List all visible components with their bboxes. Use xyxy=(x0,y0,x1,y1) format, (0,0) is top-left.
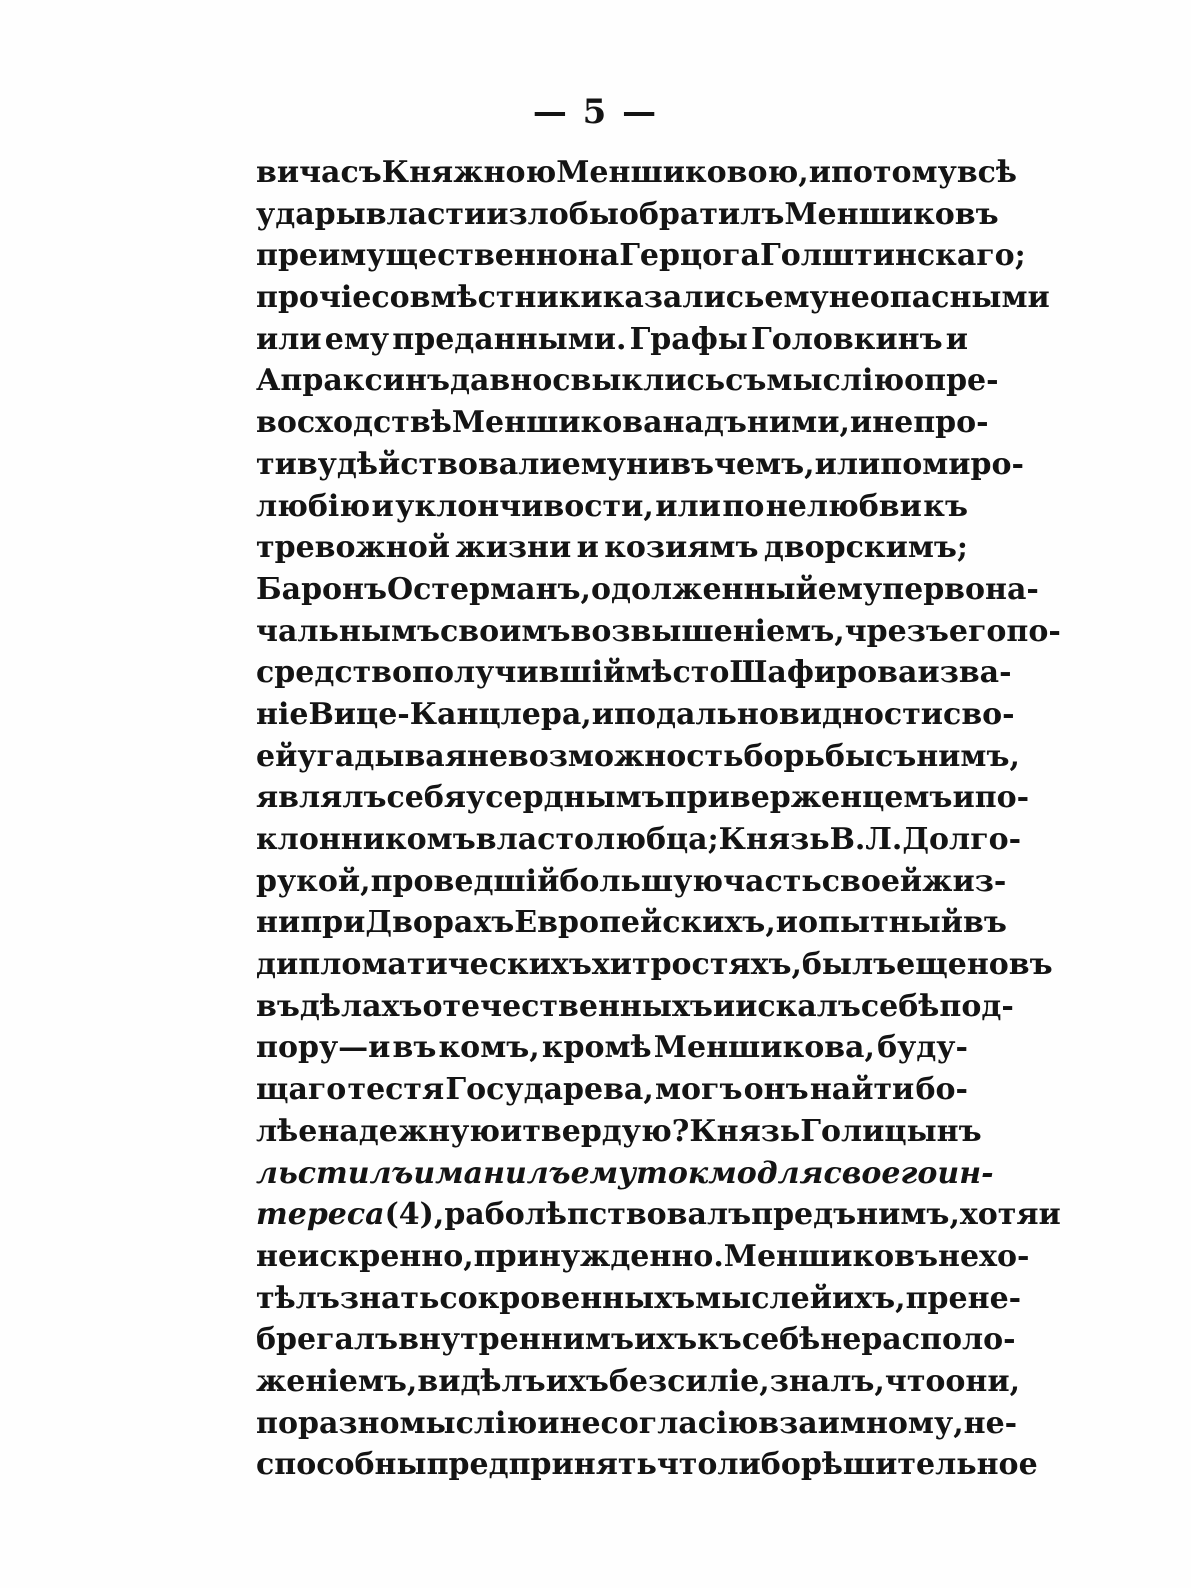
word: по xyxy=(613,696,656,732)
word: лѣе xyxy=(256,1113,318,1149)
word: дворскимъ; xyxy=(763,530,968,566)
word: дальновидности xyxy=(655,696,944,732)
word: предъ xyxy=(751,1197,857,1233)
word: тѣлъ xyxy=(256,1280,340,1316)
word: Долго- xyxy=(902,822,1022,857)
word: преданными. xyxy=(392,321,627,357)
word: въ xyxy=(962,905,1007,941)
word: знать xyxy=(339,1280,440,1316)
word: ему xyxy=(764,280,829,316)
word: и xyxy=(1038,1197,1061,1233)
word: не- xyxy=(963,1405,1018,1441)
word: надъ xyxy=(662,405,747,441)
text-line xyxy=(256,694,1015,736)
word: ему xyxy=(561,446,626,482)
word: восходствѣ xyxy=(256,405,452,441)
word: являлъ xyxy=(256,780,387,816)
word: или xyxy=(814,446,881,482)
word: Апраксинъ xyxy=(256,363,450,399)
word: прене- xyxy=(905,1280,1022,1316)
word: Голицынъ xyxy=(800,1113,982,1149)
text-line xyxy=(256,1403,1018,1445)
word: съ xyxy=(725,363,767,399)
word: чальнымъ xyxy=(256,613,441,649)
word: мѣсто xyxy=(625,655,730,691)
text-line xyxy=(256,277,1050,319)
word: одолженный xyxy=(591,571,818,607)
word: Меншикова xyxy=(451,405,663,441)
word: въ xyxy=(256,988,300,1024)
word: по xyxy=(722,488,765,524)
word: своимъ xyxy=(440,613,571,649)
word: ему xyxy=(817,571,883,607)
word: тревожной xyxy=(256,530,451,566)
text-line xyxy=(256,944,1053,986)
word: свыклись xyxy=(552,363,726,399)
word: средство xyxy=(256,655,413,691)
word: онъ xyxy=(743,1072,809,1108)
word: или xyxy=(256,321,322,357)
text-line xyxy=(256,402,989,444)
text-line xyxy=(256,736,1020,778)
word: своего xyxy=(823,1155,938,1191)
word: искалъ xyxy=(735,988,861,1024)
word: ему xyxy=(570,1155,637,1191)
word: и xyxy=(849,405,873,441)
word: пору—и xyxy=(256,1030,391,1066)
word: взаимному, xyxy=(758,1405,964,1441)
word: отечественныхъ xyxy=(422,988,713,1024)
word: неискренно, xyxy=(256,1238,474,1274)
word: Меншиковъ xyxy=(784,196,999,232)
word: хитростяхъ, xyxy=(591,947,802,983)
page-number: — 5 — xyxy=(532,92,659,132)
word: Европейскихъ, xyxy=(514,905,776,941)
word: Л. xyxy=(865,822,903,857)
word: и xyxy=(500,1113,523,1149)
word: при xyxy=(300,905,366,941)
word: раболѣпствовалъ xyxy=(444,1197,752,1233)
word: жизни xyxy=(455,530,572,566)
word: и xyxy=(952,780,975,816)
word: токмо xyxy=(636,1155,757,1191)
word: Головкинъ xyxy=(750,321,943,357)
word: властолюбца; xyxy=(475,822,719,857)
word: его xyxy=(948,613,1007,649)
word: удары xyxy=(256,196,366,232)
word: на xyxy=(577,238,620,274)
word: совмѣстники xyxy=(371,280,603,316)
word: получившій xyxy=(412,655,626,691)
word: и xyxy=(371,488,394,524)
text-line xyxy=(256,152,1018,194)
word: большую xyxy=(559,863,724,899)
word: ихъ, xyxy=(832,1280,906,1316)
word: ніе xyxy=(256,696,309,732)
word: и xyxy=(486,196,509,232)
word: либо xyxy=(717,1447,801,1483)
word: прочіе xyxy=(256,280,372,316)
word: под- xyxy=(939,988,1014,1024)
text-line xyxy=(256,652,1012,694)
text-line xyxy=(256,1319,1016,1361)
text-line xyxy=(256,1361,1021,1403)
word: женіемъ, xyxy=(256,1363,418,1399)
word: нерасполо- xyxy=(820,1322,1016,1358)
word: ними, xyxy=(746,405,850,441)
word: всѣ xyxy=(956,155,1018,190)
word: предпринять xyxy=(426,1447,657,1483)
word: по- xyxy=(1006,613,1061,649)
word: для xyxy=(756,1155,824,1191)
word: безсиліе, xyxy=(608,1363,770,1399)
word: манилъ xyxy=(435,1155,571,1191)
word: миро- xyxy=(922,446,1024,482)
word: внутреннимъ xyxy=(398,1322,634,1358)
word: власти xyxy=(365,196,487,232)
word: козиямъ xyxy=(604,530,759,566)
word: ин- xyxy=(937,1155,994,1191)
word: усерднымъ xyxy=(466,780,665,816)
body-text xyxy=(256,152,1061,1486)
text-line xyxy=(256,569,1039,611)
word: льстилъ xyxy=(256,1155,414,1191)
text-line xyxy=(256,1444,1038,1486)
word: твердую? xyxy=(522,1113,690,1149)
word: еще xyxy=(896,947,967,983)
word: брегалъ xyxy=(256,1322,399,1358)
word: хо- xyxy=(979,1238,1030,1274)
word: съ xyxy=(874,738,917,774)
word: щаго xyxy=(256,1072,347,1108)
word: сокровенныхъ xyxy=(439,1280,696,1316)
word: не xyxy=(872,405,914,441)
word: мыслію xyxy=(766,363,905,399)
word: Остерманъ, xyxy=(387,571,591,607)
word: ни xyxy=(256,905,301,941)
word: и xyxy=(945,321,968,357)
text-line xyxy=(256,1153,994,1195)
word: и xyxy=(413,1155,436,1191)
word: кромѣ xyxy=(541,1030,652,1066)
word: надежную xyxy=(317,1113,501,1149)
word: угадывая xyxy=(297,738,467,774)
word: Князь xyxy=(718,822,830,857)
text-line xyxy=(256,1111,982,1153)
word: въ xyxy=(392,1030,437,1066)
word: чрезъ xyxy=(844,613,949,649)
word: рѣшительное xyxy=(800,1447,1038,1483)
word: любію xyxy=(256,488,371,524)
text-line xyxy=(256,235,1026,277)
word: рукой, xyxy=(256,863,371,899)
word: Меншикова, xyxy=(653,1030,875,1066)
word: о xyxy=(904,363,925,399)
word: ихъ xyxy=(545,1363,609,1399)
word: первона- xyxy=(882,571,1039,607)
word: ихъ xyxy=(633,1322,698,1358)
text-line xyxy=(256,861,1007,903)
word: Голштинскаго; xyxy=(759,238,1026,274)
word: могъ xyxy=(654,1072,743,1108)
word: чемъ, xyxy=(714,446,815,482)
word: обратилъ xyxy=(618,196,785,232)
word: Вице-Канцлера, xyxy=(308,696,592,732)
word: найти xyxy=(809,1072,915,1108)
word: приверженцемъ xyxy=(664,780,953,816)
text-line xyxy=(256,819,1022,861)
word: буду- xyxy=(877,1030,968,1066)
text-line xyxy=(256,611,1061,653)
word: и xyxy=(537,1405,560,1441)
word: Меншиковъ xyxy=(723,1238,939,1274)
word: хотя xyxy=(959,1197,1039,1233)
word: дипломатическихъ xyxy=(256,947,592,983)
word: не xyxy=(938,1238,980,1274)
word: часть xyxy=(723,863,822,899)
text-line xyxy=(256,194,999,236)
word: новъ xyxy=(966,947,1053,983)
word: Шафирова xyxy=(729,655,918,691)
text-line xyxy=(256,1194,1061,1236)
word: злобы xyxy=(508,196,619,232)
text-line xyxy=(256,360,999,402)
word: зва- xyxy=(939,655,1012,691)
word: себѣ xyxy=(860,988,940,1024)
word: что xyxy=(656,1447,718,1483)
word: и xyxy=(712,988,736,1024)
word: тереса xyxy=(256,1197,385,1233)
word: Меншиковою, xyxy=(556,155,809,190)
word: Дворахъ xyxy=(365,905,515,941)
word: былъ xyxy=(801,947,897,983)
word: нимъ, xyxy=(856,1197,960,1233)
word: они, xyxy=(945,1363,1021,1399)
word: зналъ, xyxy=(769,1363,885,1399)
text-line xyxy=(256,902,1007,944)
word: по- xyxy=(974,780,1030,816)
word: способны xyxy=(256,1447,427,1483)
word: несогласію xyxy=(559,1405,759,1441)
word: давно xyxy=(449,363,553,399)
word: пре- xyxy=(924,363,999,399)
word: мыслей xyxy=(695,1280,832,1316)
word: бо- xyxy=(915,1072,968,1108)
word: неопасными xyxy=(828,280,1050,316)
word: ни xyxy=(625,446,671,482)
word: Графы xyxy=(629,321,748,357)
word: Государева, xyxy=(445,1072,654,1108)
word: возвышеніемъ, xyxy=(570,613,845,649)
word: или xyxy=(655,488,721,524)
word: Баронъ xyxy=(256,571,388,607)
word: принужденно. xyxy=(473,1238,724,1274)
text-line xyxy=(256,1236,1030,1278)
word: сво- xyxy=(943,696,1015,732)
word: дѣлахъ xyxy=(299,988,423,1024)
word: Княжною xyxy=(381,155,557,190)
text-line xyxy=(256,777,1030,819)
word: Князь xyxy=(689,1113,801,1149)
word: себя xyxy=(386,780,467,816)
text-line xyxy=(256,319,968,361)
word: своей xyxy=(821,863,923,899)
text-line xyxy=(256,527,968,569)
word: видѣлъ xyxy=(417,1363,546,1399)
word: Герцога xyxy=(619,238,760,274)
word: по xyxy=(256,1405,298,1441)
word: себѣ xyxy=(741,1322,821,1358)
word: казались xyxy=(602,280,765,316)
word: и xyxy=(917,655,940,691)
word: ей xyxy=(256,738,298,774)
word: вича xyxy=(256,155,341,190)
word: въ xyxy=(670,446,715,482)
word: и xyxy=(808,155,831,190)
word: борьбы xyxy=(743,738,875,774)
word: уклончивости, xyxy=(395,488,654,524)
word: клонникомъ xyxy=(256,822,476,857)
word: комъ, xyxy=(438,1030,540,1066)
word: съ xyxy=(340,155,382,190)
word: тивудѣйствовали xyxy=(256,446,562,482)
word: ему xyxy=(324,321,390,357)
word: и xyxy=(576,530,599,566)
word: и xyxy=(591,696,614,732)
word: (4), xyxy=(384,1197,445,1233)
text-line xyxy=(256,486,968,528)
word: нимъ, xyxy=(916,738,1020,774)
word: разномыслію xyxy=(297,1405,538,1441)
word: по xyxy=(880,446,923,482)
word: нелюбви xyxy=(765,488,922,524)
word: опытный xyxy=(798,905,963,941)
word: къ xyxy=(697,1322,742,1358)
word: и xyxy=(775,905,799,941)
text-line xyxy=(256,444,1024,486)
word: тестя xyxy=(347,1072,445,1108)
text-line xyxy=(256,1278,1022,1320)
word: къ xyxy=(923,488,968,524)
word: что xyxy=(884,1363,946,1399)
text-line xyxy=(256,1069,968,1111)
word: жиз- xyxy=(922,863,1007,899)
text-line xyxy=(256,986,1014,1028)
word: невозможность xyxy=(466,738,744,774)
text-line xyxy=(256,1027,968,1069)
word: проведшій xyxy=(370,863,560,899)
word: В. xyxy=(829,822,866,857)
word: потому xyxy=(830,155,957,190)
word: про- xyxy=(913,405,989,441)
word: преимущественно xyxy=(256,238,578,274)
